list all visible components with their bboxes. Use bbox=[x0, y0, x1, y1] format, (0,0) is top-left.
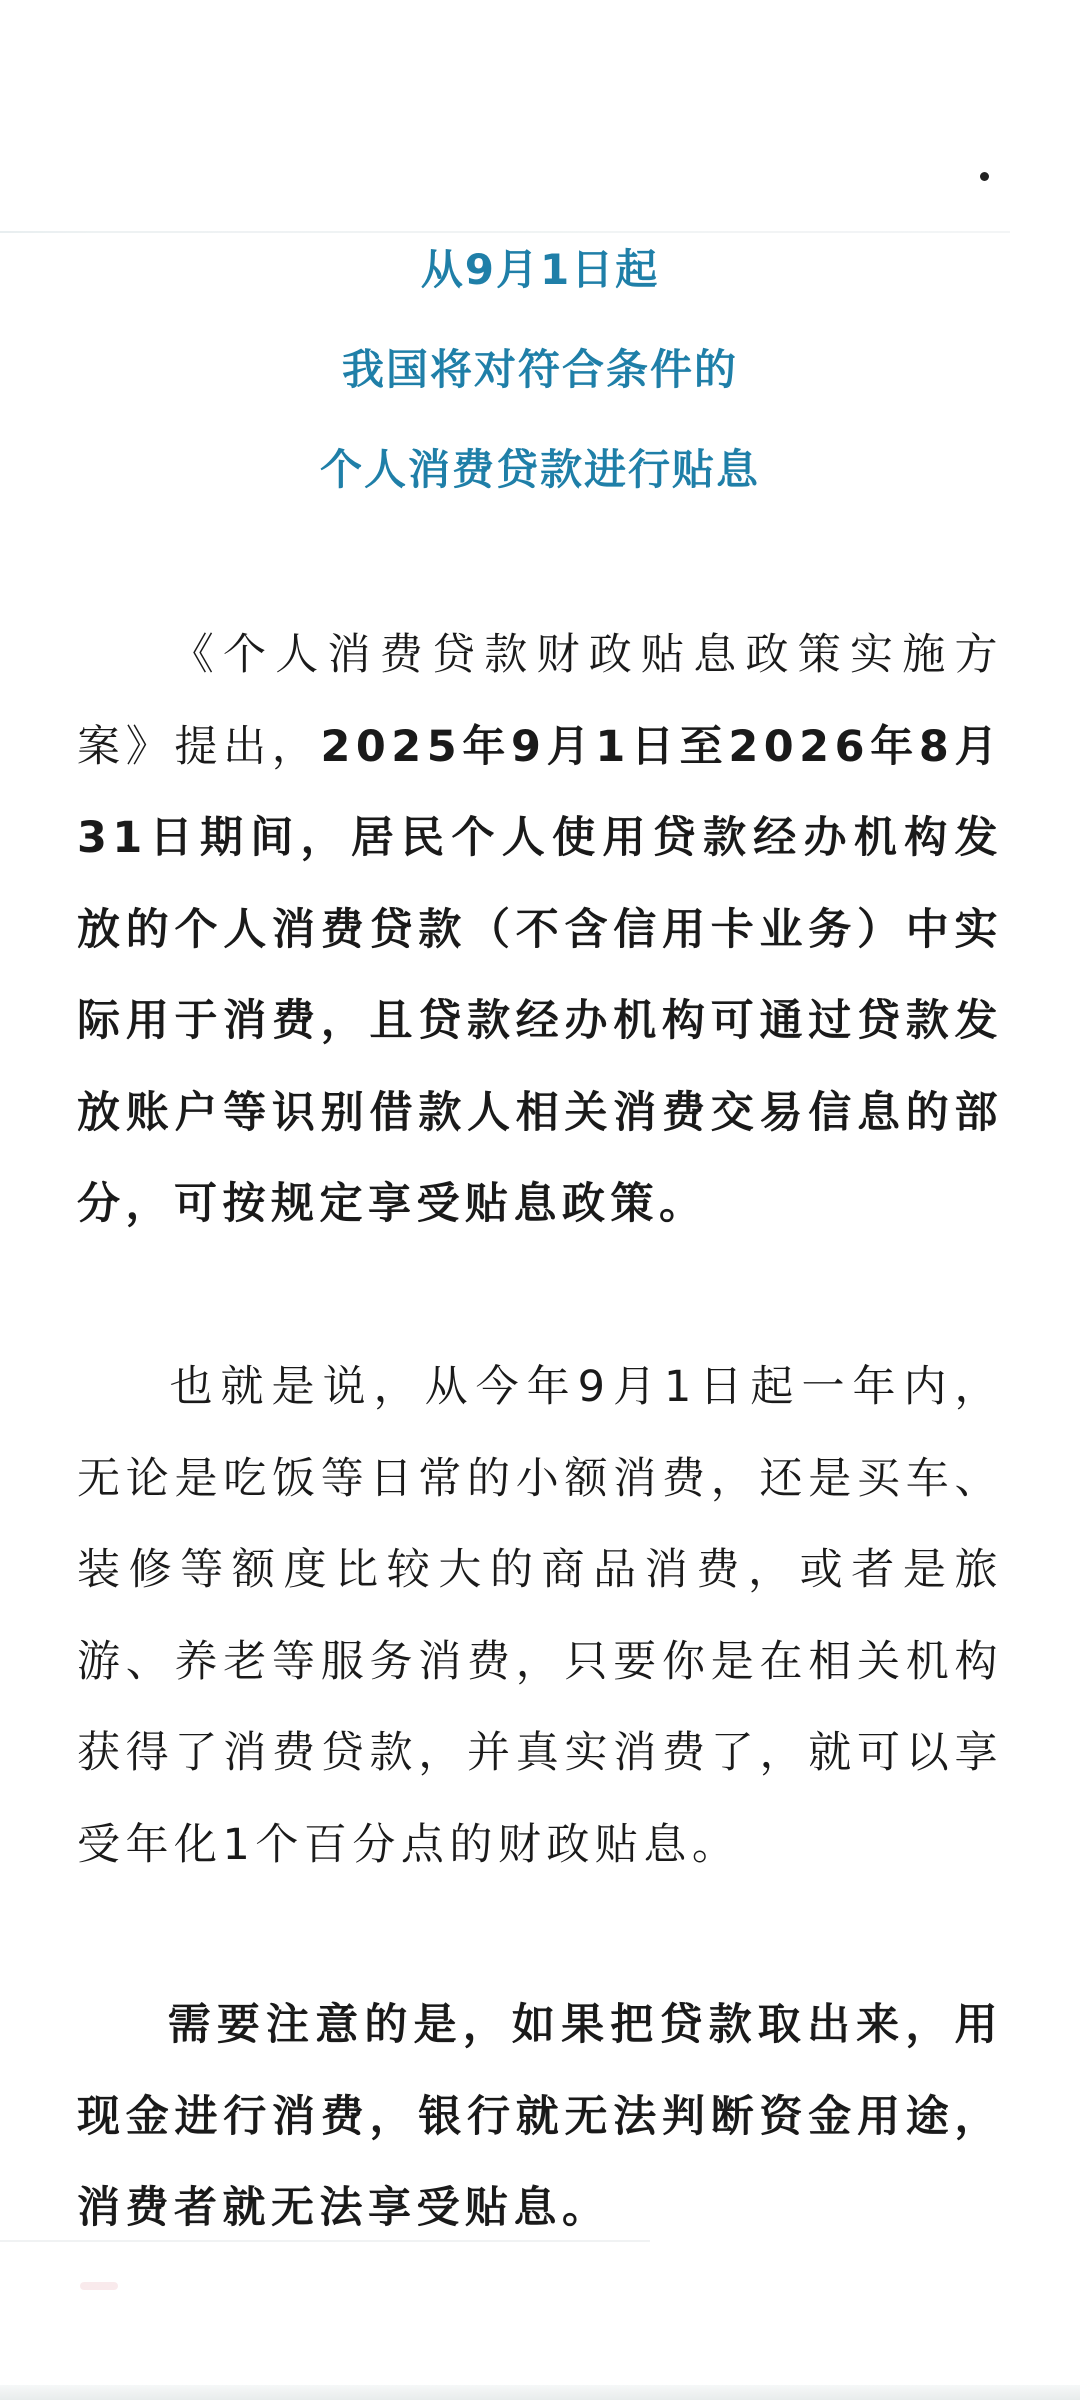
headline-line-1: 从9月1日起 bbox=[420, 245, 660, 294]
headline-line-2: 我国将对符合条件的 bbox=[341, 345, 738, 394]
decorative-mark bbox=[80, 2282, 118, 2290]
paragraph-3-text: 需要注意的是，如果把贷款取出来，用现金进行消费，银行就无法判断资金用途，消费者就无法享受贴息。 bbox=[77, 2000, 1003, 2233]
paragraph-1 bbox=[77, 610, 1003, 1251]
paragraph-2 bbox=[77, 1342, 1003, 1891]
paragraph-1-bold: 2025年9月1日至2026年8月31日期间，居民个人使用贷款经办机构发放的个人消费贷款（不含信用卡业务）中实际用于消费，且贷款经办机构可通过贷款发放账户等识别借款人相关消费交易信息的部分，可按规定享受贴息政策。 bbox=[77, 721, 1003, 1229]
headline-line-3: 个人消费贷款进行贴息 bbox=[319, 445, 760, 494]
bottom-divider bbox=[0, 2240, 650, 2242]
headline bbox=[0, 220, 1080, 520]
bottom-bar bbox=[0, 2385, 1080, 2400]
paragraph-1-normal: 《个人消费贷款财政贴息政策实施方案》提出， bbox=[77, 630, 1003, 772]
menu-dot-icon[interactable] bbox=[980, 172, 989, 181]
paragraph-2-text: 也就是说，从今年9月1日起一年内，无论是吃饭等日常的小额消费，还是买车、装修等额度比较大的商品消费，或者是旅游、养老等服务消费，只要你是在相关机构获得了消费贷款，并真实消费了，就可以享受年化1个百分点的财政贴息。 bbox=[77, 1362, 1003, 1870]
paragraph-3 bbox=[77, 1980, 1003, 2255]
